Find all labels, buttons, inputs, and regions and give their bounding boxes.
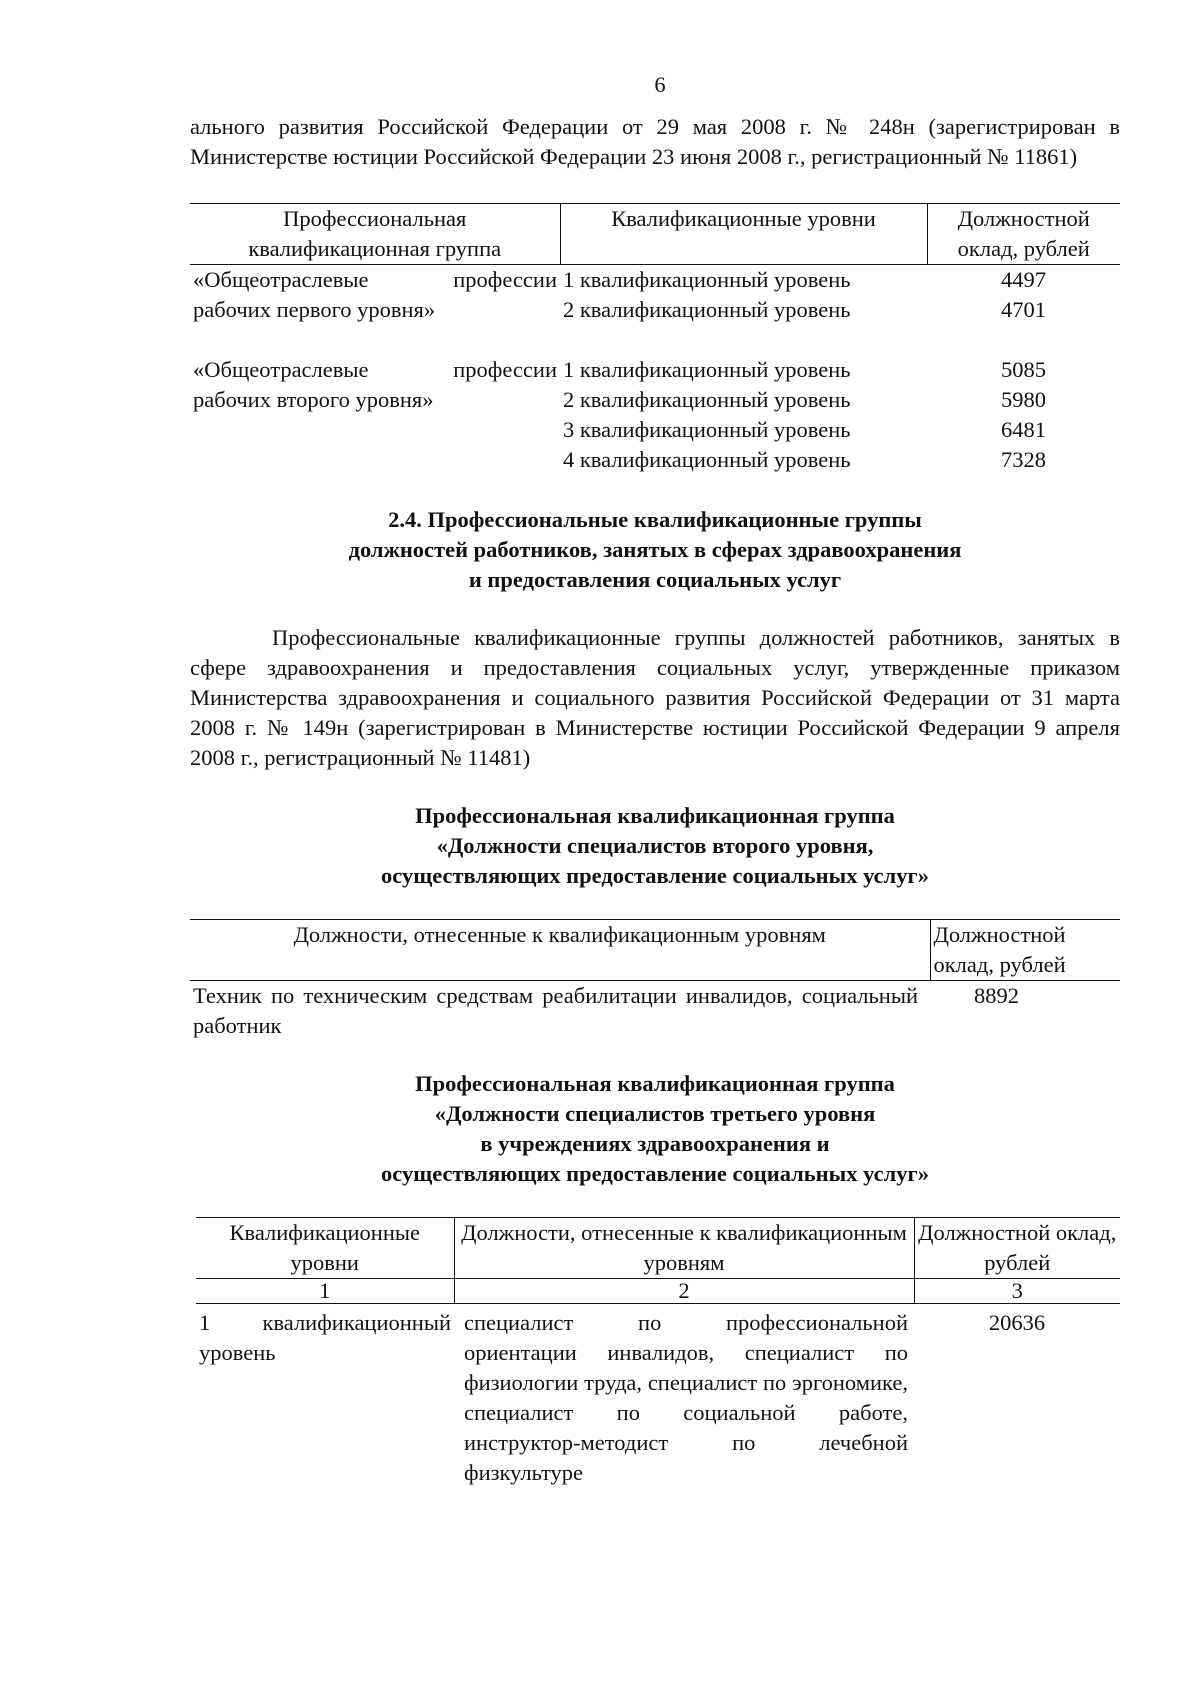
intro-paragraph: ального развития Российской Федерации от 29 мая 2008 г. № 248н (зарегистрирован в Министерстве юстиции Российской Федерации 23 июня 2008 г., регистрационный № 11861) [190,114,1120,169]
level-cell: 1 квалификационный уровень [199,1310,451,1365]
salary-cell: 6481 [1001,417,1046,442]
level-cell: 1 квалификационный уровень [563,357,851,382]
salary-cell: 4497 [1001,267,1046,292]
heading-line: «Должности специалистов третьего уровня [434,1101,876,1126]
group-name: «Общеотраслевые профессии рабочих первого уровня» [193,267,557,322]
section-paragraph: Профессиональные квалификационные группы должностей работников, занятых в сфере здравоохранения и предоставления социальных услуг, утвержденные приказом Министерства здравоохранения и социального развития Российской Федерации от 31 марта 2008 г. № 149н (зарегистрирован в Министерстве юстиции Российской Федерации 9 апреля 2008 г., регистрационный № 11481) [190,625,1120,770]
section-heading-2-4 [190,505,1120,595]
group-heading-third-level [190,1069,1120,1189]
column-number: 1 [196,1279,454,1304]
group-name: «Общеотраслевые профессии рабочих второго уровня» [193,357,557,412]
column-header-levels: Квалификационные уровни [196,1218,454,1279]
salary-cell: 4701 [1001,297,1046,322]
heading-line: 2.4. Профессиональные квалификационные группы [388,507,922,532]
table-second-level [190,919,1120,1041]
heading-line: Профессиональная квалификационная группа [415,1071,895,1096]
positions-cell: Техник по техническим средствам реабилитации инвалидов, социальный работник [193,983,918,1038]
table-row [190,355,1120,385]
table-row [190,265,1120,296]
column-header-salary: Должностной оклад, рублей [914,1218,1120,1279]
level-cell: 2 квалификационный уровень [563,387,851,412]
document-body [190,112,1120,1488]
heading-line: осуществляющих предоставление социальных услуг» [381,1161,929,1186]
salary-cell: 5980 [1001,387,1046,412]
salary-cell: 8892 [974,983,1019,1008]
table-row [190,981,1120,1042]
page-number: 6 [654,72,666,97]
positions-cell: специалист по профессиональной ориентации инвалидов, специалист по физиологии труда, специалист по эргономике, специалист по социальной работе, инструктор-методист по лечебной физкультуре [464,1310,908,1485]
column-header-salary: Должностной оклад, рублей [927,204,1120,265]
heading-line: должностей работников, занятых в сферах здравоохранения [348,537,962,562]
column-number: 2 [454,1279,914,1304]
salary-cell: 20636 [988,1310,1046,1335]
table-header-row [190,204,1120,265]
level-cell: 2 квалификационный уровень [563,297,851,322]
heading-line: Профессиональная квалификационная группа [415,803,895,828]
table-row [196,1304,1120,1489]
table-worker-professions [190,203,1120,475]
level-cell: 4 квалификационный уровень [563,447,851,472]
level-cell: 1 квалификационный уровень [563,267,851,292]
column-header-salary: Должностной оклад, рублей [930,920,1120,981]
table-third-level [196,1217,1120,1488]
column-number: 3 [914,1279,1120,1304]
column-header-positions: Должности, отнесенные к квалификационным уровням [454,1218,914,1279]
heading-line: осуществляющих предоставление социальных услуг» [381,863,929,888]
group-heading-second-level [190,801,1120,891]
column-header-group: Профессиональная квалификационная группа [190,204,560,265]
column-header-positions: Должности, отнесенные к квалификационным уровням [190,920,930,981]
heading-line: и предоставления социальных услуг [468,567,842,592]
heading-line: «Должности специалистов второго уровня, [436,833,874,858]
salary-cell: 5085 [1001,357,1046,382]
salary-cell: 7328 [1001,447,1046,472]
level-cell: 3 квалификационный уровень [563,417,851,442]
table-header-row [196,1218,1120,1279]
column-header-levels: Квалификационные уровни [560,204,927,265]
table-spacer [190,325,1120,355]
table-header-row [190,920,1120,981]
column-numbers-row [196,1279,1120,1304]
heading-line: в учреждениях здравоохранения и [480,1131,830,1156]
